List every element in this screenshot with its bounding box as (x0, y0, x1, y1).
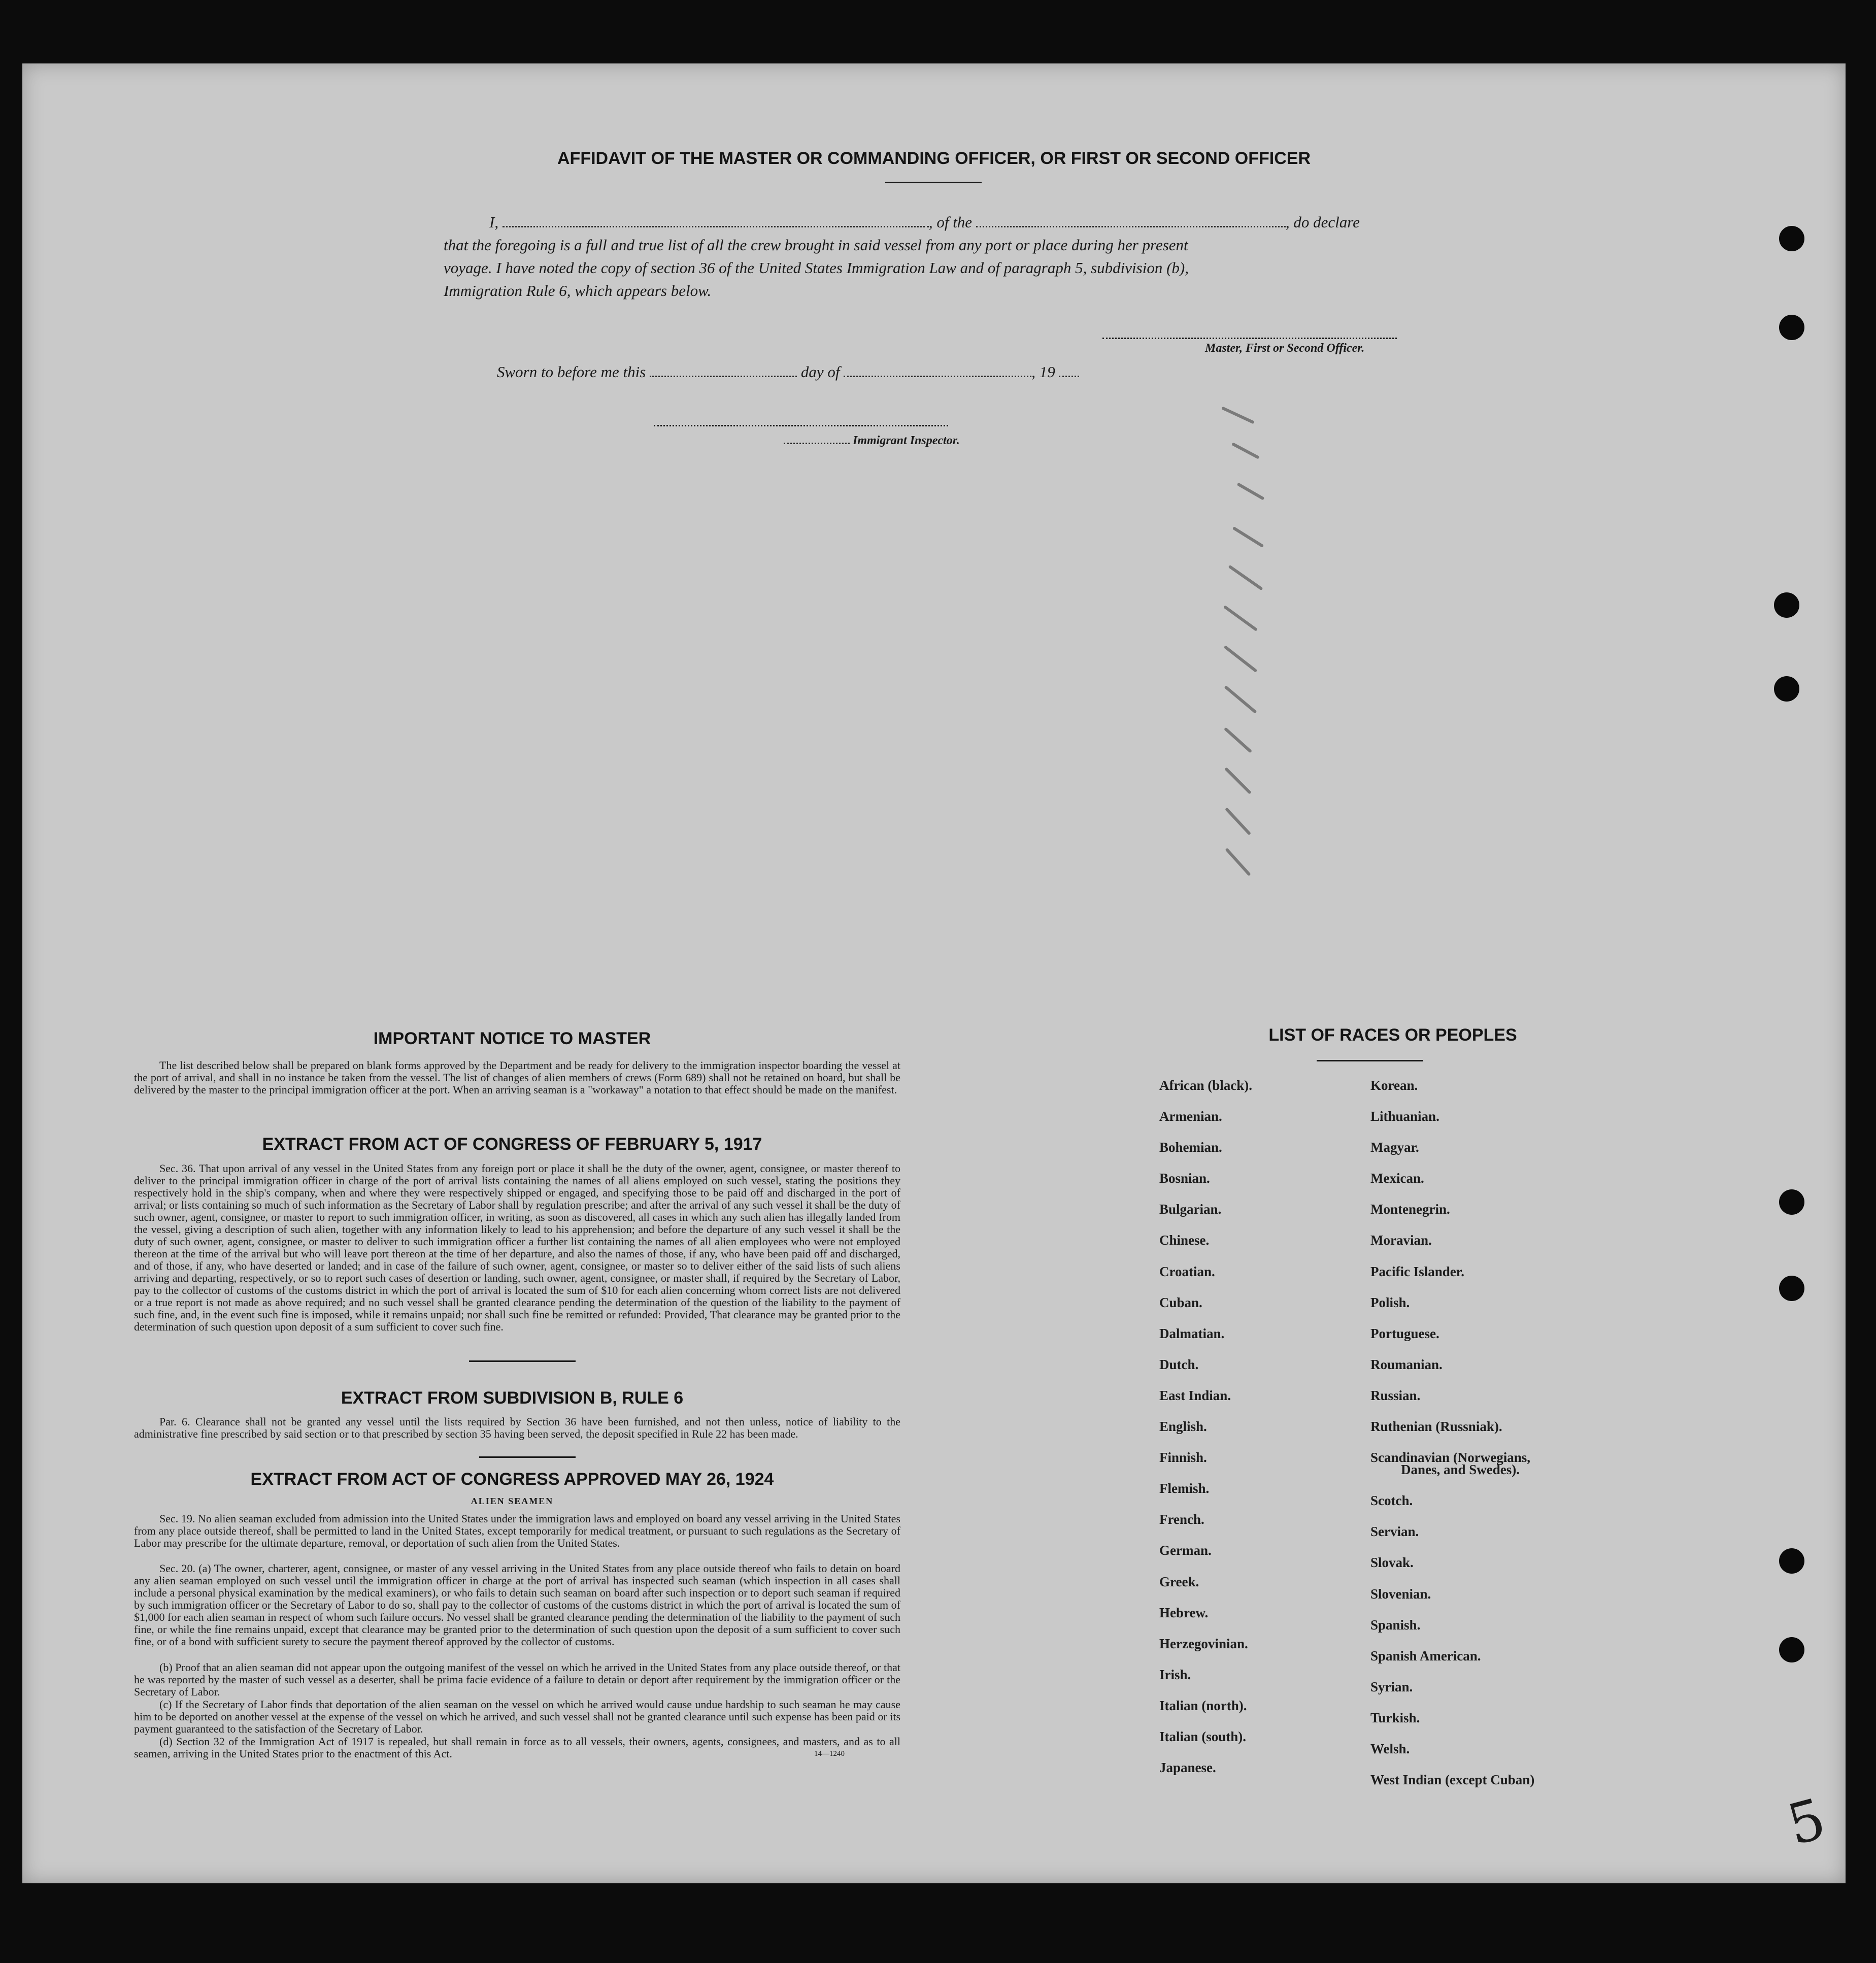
race-item: Dutch. (1159, 1356, 1199, 1372)
vessel-name-field[interactable] (976, 226, 1286, 227)
race-item: Ruthenian (Russniak). (1370, 1419, 1502, 1435)
affidavit-line2: that the foregoing is a full and true list of all the crew brought in said vessel from any port or place during her present (444, 236, 1188, 254)
race-item: West Indian (except Cuban) (1370, 1772, 1535, 1788)
race-item: Japanese. (1159, 1760, 1216, 1776)
race-item: German. (1159, 1543, 1212, 1558)
race-item: Italian (south). (1159, 1728, 1247, 1744)
race-item: French. (1159, 1512, 1204, 1527)
race-item: Pacific Islander. (1370, 1263, 1464, 1279)
affidavit-line3: voyage. I have noted the copy of section 36 of the United States Immigration Law and of paragraph 5, subdivision (b), (444, 259, 1189, 277)
race-item: Bulgarian. (1159, 1202, 1222, 1217)
race-item: Turkish. (1370, 1710, 1420, 1725)
punch-hole-3 (1774, 592, 1799, 618)
race-item: Mexican. (1370, 1171, 1424, 1186)
race-item: Magyar. (1370, 1140, 1419, 1155)
race-item: Korean. (1370, 1078, 1418, 1093)
sworn-line (497, 363, 1079, 381)
race-item: Dalmatian. (1159, 1325, 1225, 1341)
race-item: Chinese. (1159, 1233, 1210, 1248)
extract-1924-sec20a: Sec. 20. (a) The owner, charterer, agent, consignee, or master of any vessel arriving in the United States from any place outside thereof who fails to detain on board any alien seaman employed on such vessel until the immigration officer in charge at the port of arrival has inspected such seaman (which inspection in all cases shall include a personal physical examination by the medical examiners), or who fails to detain such seaman on board after such inspection or to deport such seaman if required by such immigration officer or the Secretary of Labor to do so, shall pay to the collector of customs of the customs district in which the port of arrival is located the sum of $1,000 for each alien seaman in respect of whom such failure occurs. No vessel shall be granted clearance pending the determination of the liability to the payment of such fine, or while the fine remains unpaid, except that clearance may be granted prior to the determination of such question upon the deposit of a sum sufficient to cover such fine, or of a bond with sufficient surety to secure the payment thereof approved by the collector of customs. (134, 1562, 900, 1648)
race-item: Flemish. (1159, 1481, 1210, 1496)
affidavit-do-declare: , do declare (1285, 213, 1360, 231)
race-item: Welsh. (1370, 1741, 1410, 1756)
document-page (22, 63, 1846, 1883)
affidavit-title: AFFIDAVIT OF THE MASTER OR COMMANDING OFFICER, OR FIRST OR SECOND OFFICER (557, 149, 1311, 168)
punch-hole-1 (1779, 226, 1804, 251)
master-signature-label: Master, First or Second Officer. (1205, 342, 1365, 355)
master-signature-line[interactable] (1102, 338, 1397, 339)
sworn-year-field[interactable] (1059, 376, 1079, 377)
race-item: Hebrew. (1159, 1605, 1209, 1620)
race-item: Spanish American. (1370, 1648, 1481, 1663)
race-item: Spanish. (1370, 1617, 1421, 1633)
extract-1924-sec20d: (d) Section 32 of the Immigration Act of 1917 is repealed, but shall remain in force as to all vessels, their owners, agents, consignees, and masters, and as to all seamen, arriving in the United States prior to the enactment of this Act. (134, 1735, 900, 1760)
sworn-prefix: Sworn to before me this (497, 363, 646, 381)
race-item: Syrian. (1370, 1679, 1413, 1694)
race-item: Russian. (1370, 1387, 1421, 1403)
affidavit-of-the: , of the (928, 213, 973, 231)
race-item: Polish. (1370, 1294, 1410, 1310)
punch-hole-8 (1779, 1637, 1804, 1662)
extract-rule6-title: EXTRACT FROM SUBDIVISION B, RULE 6 (341, 1388, 684, 1408)
race-item: Armenian. (1159, 1109, 1222, 1124)
race-item: Cuban. (1159, 1294, 1202, 1310)
race-item: Lithuanian. (1370, 1109, 1439, 1124)
races-right-column (1370, 1078, 1534, 1803)
race-item: African (black). (1159, 1078, 1252, 1093)
race-item: Moravian. (1370, 1233, 1432, 1248)
races-title-rule (1317, 1060, 1423, 1061)
inspector-label: Immigrant Inspector. (853, 434, 960, 447)
handwritten-page-number: 5 (1781, 1786, 1832, 1858)
race-item: Bosnian. (1159, 1171, 1210, 1186)
notice-title: IMPORTANT NOTICE TO MASTER (373, 1029, 651, 1048)
extract-1924-sec20c: (c) If the Secretary of Labor finds that deportation of the alien seaman on the vessel on which he arrived would cause undue hardship to such seaman he may cause him to be deported on another vessel at the expense of the vessel on which he arrived, and such vessel shall not be granted clearance until such expense has been paid or its payment guaranteed to the satisfaction of the Secretary of Labor. (134, 1698, 900, 1735)
race-item: Finnish. (1159, 1450, 1207, 1466)
races-left-column (1159, 1078, 1252, 1791)
extract-1917-body: Sec. 36. That upon arrival of any vessel in the United States from any foreign port or place it shall be the duty of the owner, agent, consignee, or master thereof to deliver to the principal immigration officer in charge of the port of arrival lists containing the names of all aliens employed on such vessel, stating the positions they respectively hold in the ship's company, when and where they were respectively shipped or engaged, and specifying those to be paid off and discharged in the port of arrival; or lists containing so much of such information as the Secretary of Labor shall by regulation prescribe; and after the arrival of any such vessel it shall be the duty of such owner, agent, consignee, or master to report to such immigration officer, in writing, as soon as discovered, all cases in which any such alien has illegally landed from the vessel, giving a description of such alien, together with any information likely to lead to his apprehension; and before the departure of any such vessel it shall be the duty of such owner, agent, consignee, or master to deliver to such immigration officer a further list containing the names of all alien employees who were not employed thereon at the time of the arrival but who will leave port thereon at the time of her departure, and also the names of those, if any, who have been paid off and discharged, and of those, if any, who have deserted or landed; and in case of the failure of such owner, agent, consignee, or master so to deliver either of the said lists of such aliens arriving and departing, respectively, or so to report such cases of desertion or landing, such owner, agent, consignee, or master shall, if required by the Secretary of Labor, pay to the collector of customs of the customs district in which the port of arrival is located the sum of $10 for each alien concerning whom correct lists are not delivered or a true report is not made as above required; and no such vessel shall be granted clearance pending the determination of the question of the liability to the payment of such fine, and, in the event such fine is imposed, while it remains unpaid; nor shall such fine be remitted or refunded: Provided, That clearance may be granted prior to the determination of such question upon deposit of a sum sufficient to cover such fine. (134, 1162, 900, 1333)
sworn-day-field[interactable] (650, 376, 797, 377)
race-item: Scotch. (1370, 1493, 1413, 1509)
extract-1924-subtitle: ALIEN SEAMEN (471, 1496, 554, 1506)
race-item: Herzegovinian. (1159, 1636, 1248, 1651)
inspector-line (784, 434, 960, 448)
race-item: Slovenian. (1370, 1586, 1431, 1602)
race-item: Irish. (1159, 1667, 1191, 1682)
race-item: Portuguese. (1370, 1325, 1439, 1341)
inspector-signature-line[interactable] (654, 425, 948, 426)
race-item: Croatian. (1159, 1263, 1215, 1279)
extract-rule6-body: Par. 6. Clearance shall not be granted any vessel until the lists required by Section 36 have been furnished, and not then unless, notice of liability to the administrative fine prescribed by said section or to that prescribed by section 35 having been served, the deposit specified in Rule 22 has been made. (134, 1415, 900, 1440)
extract-1924-title: EXTRACT FROM ACT OF CONGRESS APPROVED MAY 26, 1924 (250, 1470, 774, 1489)
notice-body: The list described below shall be prepared on blank forms approved by the Department and be ready for delivery to the immigration inspector boarding the vessel at the port of arrival, and shall in no instance be taken from the vessel. The list of changes of alien members of crews (Form 689) shall not be retained on board, but shall be delivered by the master to the principal immigration officer at the port. When an arriving seaman is a "workaway" a notation to that effect should be made on the manifest. (134, 1059, 900, 1096)
sworn-month-field[interactable] (844, 376, 1031, 377)
race-item: Greek. (1159, 1574, 1199, 1589)
punch-hole-4 (1774, 676, 1799, 702)
race-item: Servian. (1370, 1524, 1419, 1540)
punch-hole-6 (1779, 1276, 1804, 1301)
extract-1917-title: EXTRACT FROM ACT OF CONGRESS OF FEBRUARY 5, 1917 (262, 1135, 762, 1154)
races-title: LIST OF RACES OR PEOPLES (1268, 1025, 1517, 1045)
affidavit-line4: Immigration Rule 6, which appears below. (444, 282, 712, 300)
punch-hole-2 (1779, 315, 1804, 340)
race-item: English. (1159, 1419, 1207, 1435)
extract-rule6-rule (479, 1456, 576, 1458)
race-item: Italian (north). (1159, 1698, 1247, 1713)
declarant-name-field[interactable] (502, 226, 929, 227)
race-item: Slovak. (1370, 1555, 1414, 1571)
race-item: East Indian. (1159, 1387, 1231, 1403)
form-number: 14—1240 (814, 1750, 845, 1758)
punch-hole-5 (1779, 1189, 1804, 1215)
affidavit-line1 (489, 213, 1360, 231)
race-item: Roumanian. (1370, 1356, 1443, 1372)
affidavit-i: I, (489, 213, 499, 231)
inspector-dots (784, 443, 850, 444)
extract-1917-rule (469, 1360, 576, 1362)
race-item: Bohemian. (1159, 1140, 1222, 1155)
sworn-year-prefix: , 19 (1031, 363, 1055, 381)
race-item: Montenegrin. (1370, 1202, 1450, 1217)
sworn-day-of: day of (800, 363, 840, 381)
race-item: Danes, and Swedes). (1401, 1462, 1520, 1478)
title-rule (885, 182, 982, 183)
race-item: Scandinavian (Norwegians, (1370, 1450, 1531, 1466)
extract-1924-sec19: Sec. 19. No alien seaman excluded from admission into the United States under the immigration laws and employed on board any vessel arriving in the United States from any place outside thereof, shall be permitted to land in the United States, except temporarily for medical treatment, or pursuant to such regulations as the Secretary of Labor may prescribe for the ultimate departure, removal, or deportation of such alien from the United States. (134, 1512, 900, 1549)
punch-hole-7 (1779, 1548, 1804, 1574)
extract-1924-sec20b: (b) Proof that an alien seaman did not appear upon the outgoing manifest of the vessel on which he arrived in the United States from any place outside thereof, or that he was reported by the master of such vessel as a deserter, shall be prima facie evidence of a failure to detain or deport after requirement by the immigration officer or the Secretary of Labor. (134, 1661, 900, 1698)
